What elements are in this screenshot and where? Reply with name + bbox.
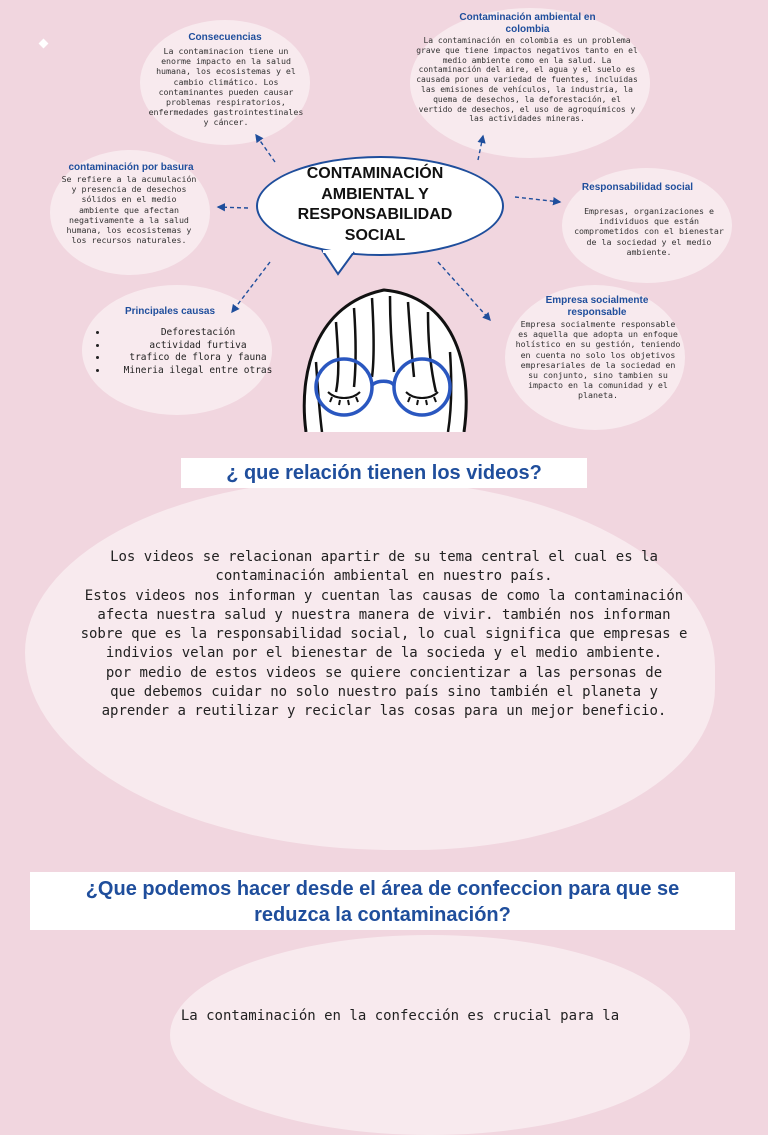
arrow-colombia [478,136,483,160]
section2-heading: ¿Que podemos hacer desde el área de confeccion para que se reduzca la contaminación? [30,872,735,930]
section2-text: La contaminación en la confección es crucial para la [180,1008,620,1024]
arrow-causas [232,262,270,312]
center-title: CONTAMINACIÓN AMBIENTAL Y RESPONSABILIDAD SOCIAL [297,165,453,244]
section1-body [70,548,698,722]
consecuencias-text: La contaminacion tiene un enorme impacto en la salud humana, los ecosistemas y el cambio climático. Los contaminantes pueden causar problemas respiratorios, enfermedades gastrointestinales y cáncer. [148,46,304,128]
consecuencias-title: Consecuencias [188,32,262,43]
bubble-tail [320,250,360,278]
arrow-responsabilidad [515,197,560,202]
empresa-title: Empresa socialmente responsable [545,295,649,318]
colombia-text: La contaminación en colombia es un problema grave que tiene impactos negativos tanto en el medio ambiente como en la salud. La contaminación del aire, el agua y el suelo es causada por una variedad de fuentes, incluidas las emisiones de vehículos, la industria, la quema de desechos, la deforestación, el vertido de desechos, el uso de agroquímicos y las actividades mineras. [416,36,638,124]
causas-title: Principales causas [124,306,216,317]
responsabilidad-title: Responsabilidad social [581,182,694,193]
causa-item: • trafico de flora y fauna [108,352,288,365]
arrow-basura [218,207,248,208]
section1-paragraph: Los videos se relacionan apartir de su tema central el cual es la contaminación ambiental en nuestro país. [110,549,658,585]
section1-heading: ¿ que relación tienen los videos? [181,458,587,488]
causa-item: • Mineria ilegal entre otras [108,365,288,378]
girl-with-glasses-illustration [296,282,474,432]
causa-item: • Deforestación [108,327,288,340]
section1-paragraph: Estos videos nos informan y cuentan las causas de como la contaminación afecta nuestra salud y nuestra manera de vivir. también nos informan sobre que es la responsabilidad social, lo cual significa que empresas e indivios velan por el bienestar de la socieda y el medio ambiente. [80,587,688,662]
colombia-title: Contaminación ambiental en colombia [459,12,596,35]
basura-title: contaminación por basura [68,162,194,173]
basura-text: Se refiere a la acumulación y presencia de desechos sólidos en el medio ambiente que afectan negativamente a la salud humana, los ecosistemas y los recursos naturales. [61,174,197,246]
causa-item: • actividad furtiva [108,340,288,353]
responsabilidad-text: Empresas, organizaciones e individuos que están comprometidos con el bienestar de la sociedad y el medio ambiente. [574,206,724,257]
blob-section2 [170,935,690,1135]
causas-list [92,327,288,377]
empresa-text: Empresa socialmente responsable es aquella que adopta un enfoque holístico en su gestión, teniendo en cuenta no solo los objetivos empresariales de la sociedad en su conjunto, sino tambien su impacto en la comunidad y el planeta. [515,319,681,401]
section1-paragraph: por medio de estos videos se quiere concientizar a las personas de que debemos cuidar no solo nuestro país sino también el planeta y aprender a reutilizar y reciclar las cosas para un mejor beneficio. [101,664,667,720]
arrow-consecuencias [256,135,275,162]
